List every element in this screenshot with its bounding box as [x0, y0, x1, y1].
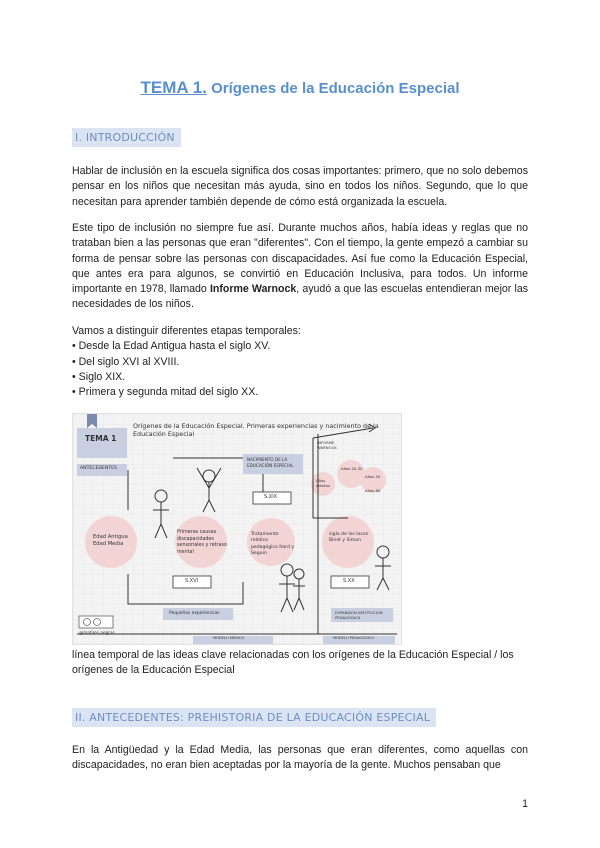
informe-label: INFORME WARNOCK: [317, 440, 337, 450]
diagram-caption: línea temporal de las ideas clave relacionadas con los orígenes de la Educación Especial / los orígenes de la Educación Especial: [72, 649, 514, 677]
nacimiento-label: NACIMIENTO DE LA EDUCACIÓN ESPECIAL: [247, 457, 294, 468]
timeline-list: [72, 324, 528, 400]
tratamiento-label: Tratamiento médico pedagógico Itard y Seguin: [251, 532, 295, 556]
anos-50-label: Años 50: [365, 474, 381, 479]
primeras-causas-label: Primeras causas discapacidades sensoriales y retraso mental: [177, 530, 227, 555]
timeline-diagram: [72, 413, 402, 645]
informe-warnock-bold: Informe Warnock: [209, 283, 297, 296]
title-number: TEMA 1.: [140, 78, 207, 97]
anos-60-label: Años 60: [365, 488, 381, 493]
page-number: 1: [522, 798, 528, 810]
section-heading-antecedentes: II. ANTECEDENTES: PREHISTORIA DE LA EDUCACIÓN ESPECIAL: [72, 708, 436, 727]
list-item: • Desde la Edad Antigua hasta el siglo XV.: [72, 340, 271, 353]
title-text: Orígenes de la Educación Especial: [211, 80, 460, 97]
siglo-xvi-label: S.XVI: [185, 578, 199, 584]
diagram-tema-label: TEMA 1: [85, 434, 117, 443]
anos-2030-label: Años 20-30: [341, 466, 363, 471]
expansion-label: EXPANSIÓN INSTITUCIÓN PEDAGÓGICA: [335, 610, 383, 620]
section-heading-introduccion: I. INTRODUCCIÓN: [72, 128, 181, 147]
intro-paragraph-1: Hablar de inclusión en la escuela significa dos cosas importantes: primero, que no solo debemos pensar en los niños que necesitan más ayuda, sino en todos los niños. Segundo, que lo que necesitan para aprender también depende de cómo está organizada la escuela.: [72, 165, 528, 208]
modelo-medico-label: MODELO MÉDICO: [213, 636, 245, 640]
siglo-xx-text: siglo de los locos Binet y Simon: [329, 532, 369, 544]
paragraph-text: , ayudó a que las escuelas entendieran mejor las necesidades de los niños.: [72, 283, 529, 311]
adultos-label: Años adultos: [316, 478, 330, 488]
siglo-xx-label: S.XX: [343, 578, 355, 584]
diagram-signature: @matires.negras: [79, 630, 115, 635]
page-title: [0, 78, 600, 98]
tema-box: [77, 428, 127, 458]
modelo-pedagogico-label: MODELO PEDAGÓGICO: [333, 636, 375, 640]
license-badge-icon: [79, 616, 113, 628]
antecedentes-label: ANTECEDENTES: [80, 466, 117, 471]
pequenas-label: Pequeñas experiencias: [169, 611, 220, 616]
list-item: • Siglo XIX.: [72, 370, 126, 383]
antecedentes-paragraph-1: En la Antigüedad y la Edad Media, las personas que eran diferentes, como aquellas con discapacidades, no eran bien aceptadas por la mayoría de la gente. Muchos pensaban que: [72, 744, 528, 772]
intro-paragraph-2: [72, 221, 528, 313]
siglo-xix-label: S.XIX: [264, 494, 278, 500]
list-item: • Del siglo XVI al XVIII.: [72, 355, 180, 368]
list-intro: Vamos a distinguir diferentes etapas temporales:: [72, 325, 301, 337]
diagram-header: Orígenes de la Educación Especial. Primeras experiencias y nacimiento de la Educación Especial: [133, 422, 379, 438]
edad-antigua-label: Edad Antigua Edad Media: [93, 534, 128, 547]
list-item: • Primera y segunda mitad del siglo XX.: [72, 386, 259, 399]
paragraph-text: Este tipo de inclusión no siempre fue así. Durante muchos años, había ideas y reglas que no trataban bien a las personas que eran "diferentes". Con el tiempo, la gente empezó a cambiar su forma de pensar sobre las personas con discapacidades. Así fue como la Educación Especial, que antes era para algunos, se convirtió en Educación Inclusiva, para todos. Un informe importante en 1978, llamado: [72, 222, 528, 296]
